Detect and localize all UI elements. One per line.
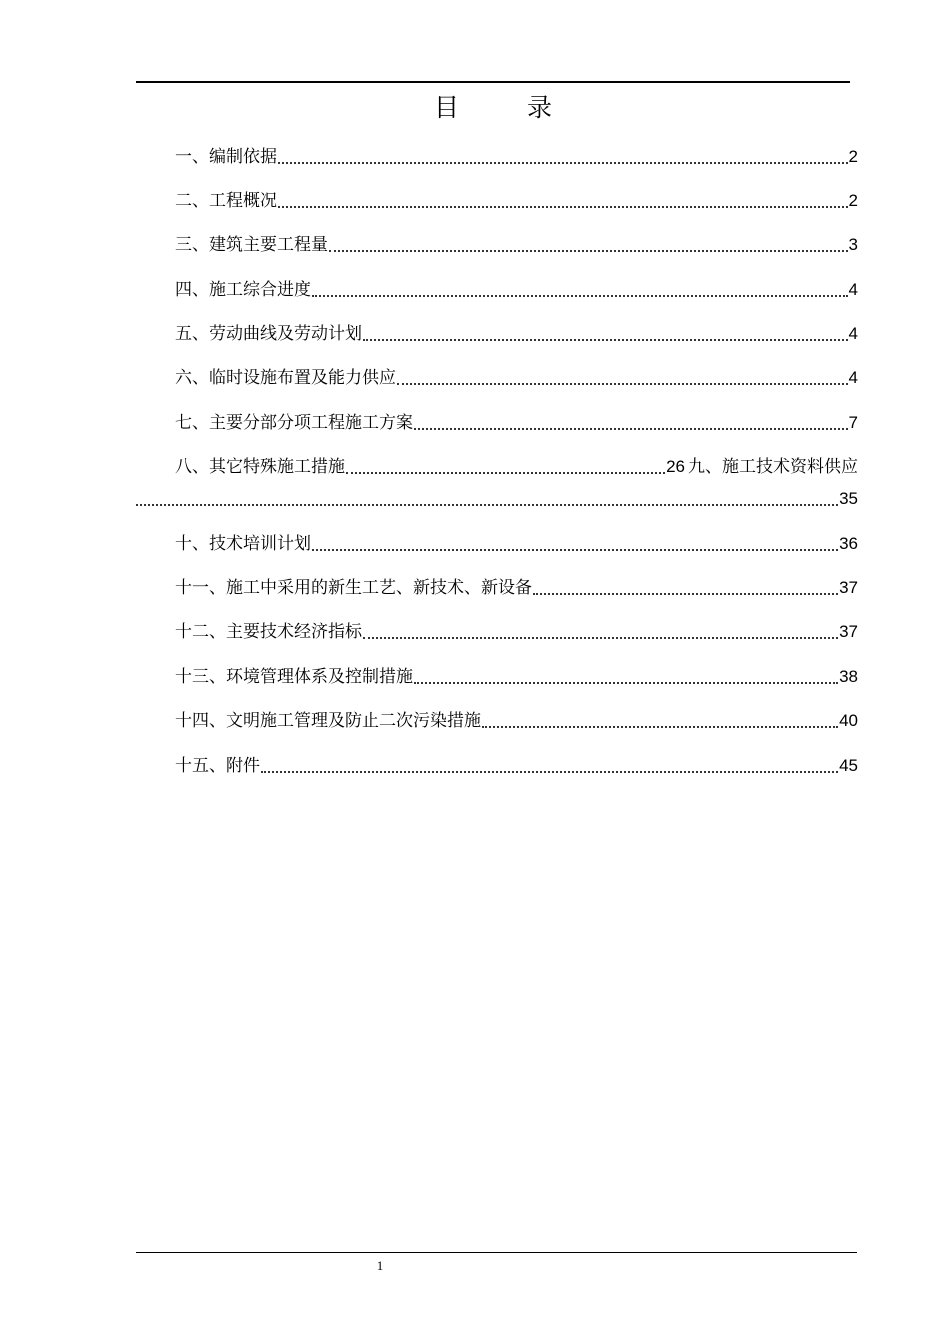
toc-entry-page: 35 — [839, 489, 858, 508]
toc-entry[interactable] — [175, 755, 858, 777]
dot-leader — [397, 367, 848, 389]
dot-leader — [533, 577, 838, 599]
dot-leader — [363, 323, 848, 345]
dot-leader — [346, 456, 665, 478]
toc-entry-label: 三、建筑主要工程量 — [175, 235, 328, 255]
toc-entry-label: 十三、环境管理体系及控制措施 — [175, 667, 413, 687]
toc-entry-page: 36 — [839, 534, 858, 553]
footer-rule — [136, 1252, 857, 1253]
dot-leader — [312, 279, 848, 301]
toc-entry-label: 十五、附件 — [175, 756, 260, 776]
toc-entry[interactable] — [175, 666, 858, 688]
toc-entry[interactable] — [175, 323, 858, 345]
toc-entry[interactable] — [175, 456, 858, 478]
dot-leader — [414, 412, 848, 434]
toc-entry-page: 4 — [848, 368, 858, 387]
toc-entry-page: 40 — [839, 711, 858, 730]
dot-leader — [363, 621, 838, 643]
toc-entry[interactable] — [175, 279, 858, 301]
toc-entry-label: 八、其它特殊施工措施 — [175, 457, 345, 477]
toc-entry[interactable] — [175, 577, 858, 599]
toc-entry-page: 4 — [848, 280, 858, 299]
toc-entry-label: 六、临时设施布置及能力供应 — [175, 368, 396, 388]
toc-entry-label: 十二、主要技术经济指标 — [175, 622, 362, 642]
toc-entry-page: 3 — [848, 235, 858, 254]
toc-entry-page: 4 — [848, 324, 858, 343]
toc-entry[interactable] — [175, 621, 858, 643]
toc-entry-page: 37 — [839, 622, 858, 641]
dot-leader — [261, 755, 838, 777]
toc-entry-label-continued: 九、施工技术资料供应 — [688, 457, 858, 477]
dot-leader — [312, 533, 838, 555]
toc-entry-label: 二、工程概况 — [175, 191, 277, 211]
dot-leader — [278, 190, 848, 212]
toc-entry-page: 7 — [848, 413, 858, 432]
toc-entry-page: 37 — [839, 578, 858, 597]
toc-entry[interactable] — [175, 234, 858, 256]
toc-entry-page: 2 — [848, 191, 858, 210]
page-number: 1 — [376, 1258, 384, 1273]
toc-entry-page: 26 — [666, 457, 685, 476]
dot-leader — [329, 234, 848, 256]
toc-entry-label: 十、技术培训计划 — [175, 534, 311, 554]
toc-entry-label: 一、编制依据 — [175, 147, 277, 167]
toc-entry-label: 十一、施工中采用的新生工艺、新技术、新设备 — [175, 578, 532, 598]
toc-entry[interactable] — [175, 533, 858, 555]
dot-leader — [278, 146, 848, 168]
dot-leader — [136, 488, 838, 510]
dot-leader — [414, 666, 838, 688]
toc-entry[interactable] — [175, 710, 858, 732]
toc-entry[interactable] — [175, 367, 858, 389]
toc-entry[interactable] — [175, 412, 858, 434]
toc-entry-page: 2 — [848, 147, 858, 166]
toc-entry-label: 七、主要分部分项工程施工方案 — [175, 413, 413, 433]
toc-entry-label: 五、劳动曲线及劳动计划 — [175, 324, 362, 344]
dot-leader — [482, 710, 838, 732]
toc-entry-label: 四、施工综合进度 — [175, 280, 311, 300]
toc-title: 目 录 — [434, 93, 582, 122]
header-rule — [136, 81, 850, 83]
toc-entry-label: 十四、文明施工管理及防止二次污染措施 — [175, 711, 481, 731]
toc-entry-page: 38 — [839, 667, 858, 686]
toc-entry[interactable] — [175, 146, 858, 168]
toc-entry-page: 45 — [839, 756, 858, 775]
toc-entry[interactable] — [136, 488, 858, 510]
toc-entry[interactable] — [175, 190, 858, 212]
